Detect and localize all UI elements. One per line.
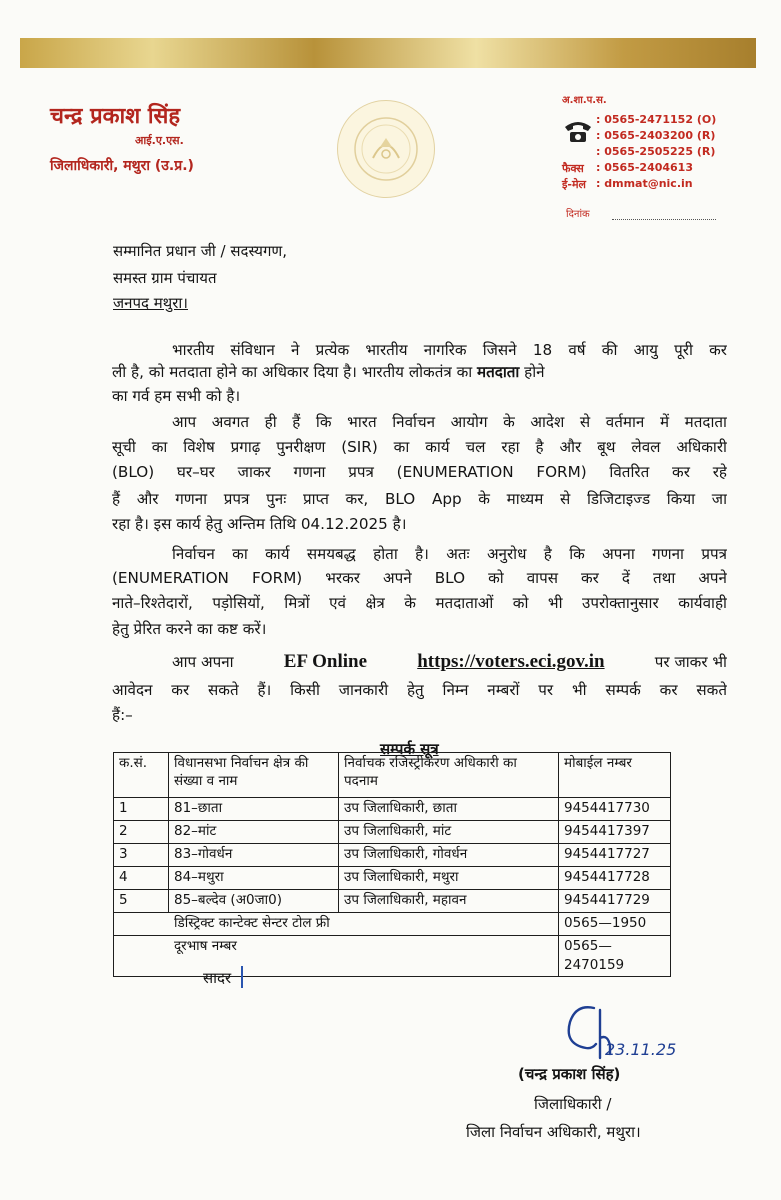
toll-free-label: डिस्ट्रिक्ट कान्टेक्ट सेन्टर टोल फ्री — [114, 913, 559, 936]
para3-line4: हेतु प्रेरित करने का कष्ट करें। — [112, 620, 267, 638]
table-row — [114, 890, 671, 913]
para1-highlight-matdata: मतदाता — [477, 363, 520, 381]
voters-portal-link[interactable]: https://voters.eci.gov.in — [417, 651, 605, 672]
phone-number: 0565—2470159 — [559, 936, 671, 977]
table-row-toll-free — [114, 913, 671, 936]
fax-label: फैक्स — [562, 162, 584, 175]
para2-line2: सूची का विशेष प्रगाढ़ पुनरीक्षण (SIR) का कार्य चल रहा है और बूथ लेवल अधिकारी — [112, 438, 727, 456]
cell-constituency: 83–गोवर्धन — [169, 844, 339, 867]
table-row — [114, 867, 671, 890]
email-address: : dmmat@nic.in — [596, 177, 693, 190]
contact-table — [113, 752, 671, 977]
para3-line1: निर्वाचन का कार्य समयबद्ध होता है। अतः अनुरोध है कि अपना गणना प्रपत्र — [172, 545, 727, 563]
para4-line3: हैं:– — [112, 706, 133, 724]
para1-line3: का गर्व हम सभी को है। — [112, 387, 241, 405]
para2-line5: रहा है। इस कार्य हेतु अन्तिम तिथि 04.12.2025 है। — [112, 515, 407, 533]
para4-line2: आवेदन कर सकते हैं। किसी जानकारी हेतु निम्न नम्बरों पर भी सम्पर्क कर सकते — [112, 681, 727, 699]
date-line — [612, 219, 716, 220]
officer-service: आई.ए.एस. — [135, 134, 184, 147]
para2-line3: (BLO) घर–घर जाकर गणना प्रपत्र (ENUMERATION FORM) वितरित कर रहे — [112, 463, 727, 481]
cell-officer: उप जिलाधिकारी, गोवर्धन — [339, 844, 559, 867]
closing-sadar: सादर — [203, 969, 232, 987]
cell-mobile: 9454417397 — [559, 821, 671, 844]
officer-name: चन्द्र प्रकाश सिंह — [50, 104, 181, 129]
cell-mobile: 9454417727 — [559, 844, 671, 867]
address-line-2: समस्त ग्राम पंचायत — [113, 269, 217, 287]
header-officer: निर्वाचक रजिस्ट्रीकरण अधिकारी का पदनाम — [339, 753, 559, 798]
cell-serial: 5 — [114, 890, 169, 913]
para3-line2: (ENUMERATION FORM) भरकर अपने BLO को वापस कर दें तथा अपने — [112, 569, 727, 587]
phone-residence-1: : 0565-2403200 (R) — [596, 129, 716, 142]
cell-constituency: 84–मथुरा — [169, 867, 339, 890]
cell-constituency: 81–छाता — [169, 798, 339, 821]
address-line-1: सम्मानित प्रधान जी / सदस्यगण, — [113, 242, 288, 260]
cell-officer: उप जिलाधिकारी, छाता — [339, 798, 559, 821]
para2-line1: आप अवगत ही हैं कि भारत निर्वाचन आयोग के आदेश से वर्तमान में मतदाता — [172, 413, 727, 431]
para4-line1 — [172, 651, 727, 673]
gold-header-band — [20, 38, 756, 68]
cell-mobile: 9454417729 — [559, 890, 671, 913]
telephone-icon — [563, 118, 593, 148]
cell-serial: 1 — [114, 798, 169, 821]
sadar-mark — [241, 966, 243, 988]
para4-end: पर जाकर भी — [654, 653, 727, 671]
header-constituency: विधानसभा निर्वाचन क्षेत्र की संख्या व नाम — [169, 753, 339, 798]
header-mobile: मोबाईल नम्बर — [559, 753, 671, 798]
table-header-row — [114, 753, 671, 798]
date-label: दिनांक — [566, 209, 590, 220]
phone-label: दूरभाष नम्बर — [114, 936, 559, 977]
contact-heading: अ.शा.प.स. — [562, 95, 607, 106]
para2-line4: हैं और गणना प्रपत्र पुनः प्राप्त कर, BLO App के माध्यम से डिजिटाइज्ड किया जा — [112, 490, 727, 508]
cell-constituency: 82–मांट — [169, 821, 339, 844]
address-line-3: जनपद मथुरा। — [113, 294, 188, 312]
state-emblem-icon — [337, 100, 435, 198]
contact-table-title: सम्पर्क सूत्र — [380, 740, 439, 758]
toll-free-number: 0565—1950 — [559, 913, 671, 936]
table-row — [114, 798, 671, 821]
fax-number: : 0565-2404613 — [596, 161, 693, 174]
cell-officer: उप जिलाधिकारी, मांट — [339, 821, 559, 844]
cell-officer: उप जिलाधिकारी, मथुरा — [339, 867, 559, 890]
cell-officer: उप जिलाधिकारी, महावन — [339, 890, 559, 913]
cell-serial: 3 — [114, 844, 169, 867]
para1-line2-start: ली है, को मतदाता होने का अधिकार दिया है। भारतीय लोकतंत्र का — [112, 363, 473, 381]
officer-designation: जिलाधिकारी, मथुरा (उ.प्र.) — [50, 158, 194, 174]
para1-line1: भारतीय संविधान ने प्रत्येक भारतीय नागरिक जिसने 18 वर्ष की आयु पूरी कर — [172, 341, 727, 359]
para3-line3: नाते–रिश्तेदारों, पड़ोसियों, मित्रों एवं क्षेत्र के मतदाताओं को भी उपरोक्तानुसार कार्यवाही — [112, 594, 727, 612]
signatory-designation-1: जिलाधिकारी / — [534, 1095, 612, 1113]
table-row — [114, 844, 671, 867]
table-row-phone — [114, 936, 671, 977]
signature-date: 23.11.25 — [605, 1040, 677, 1059]
cell-mobile: 9454417728 — [559, 867, 671, 890]
phone-office: : 0565-2471152 (O) — [596, 113, 717, 126]
para1-line2 — [112, 362, 727, 382]
cell-serial: 4 — [114, 867, 169, 890]
cell-constituency: 85–बल्देव (अ0जा0) — [169, 890, 339, 913]
phone-residence-2: : 0565-2505225 (R) — [596, 145, 716, 158]
table-row — [114, 821, 671, 844]
cell-serial: 2 — [114, 821, 169, 844]
signatory-name: (चन्द्र प्रकाश सिंह) — [518, 1065, 621, 1083]
para1-line2-end: होने — [524, 363, 545, 381]
email-label: ई-मेल — [562, 178, 587, 191]
ef-online-label: EF Online — [283, 651, 368, 672]
header-serial: क.सं. — [114, 753, 169, 798]
para4-start: आप अपना — [172, 653, 234, 671]
cell-mobile: 9454417730 — [559, 798, 671, 821]
signatory-designation-2: जिला निर्वाचन अधिकारी, मथुरा। — [466, 1123, 641, 1141]
